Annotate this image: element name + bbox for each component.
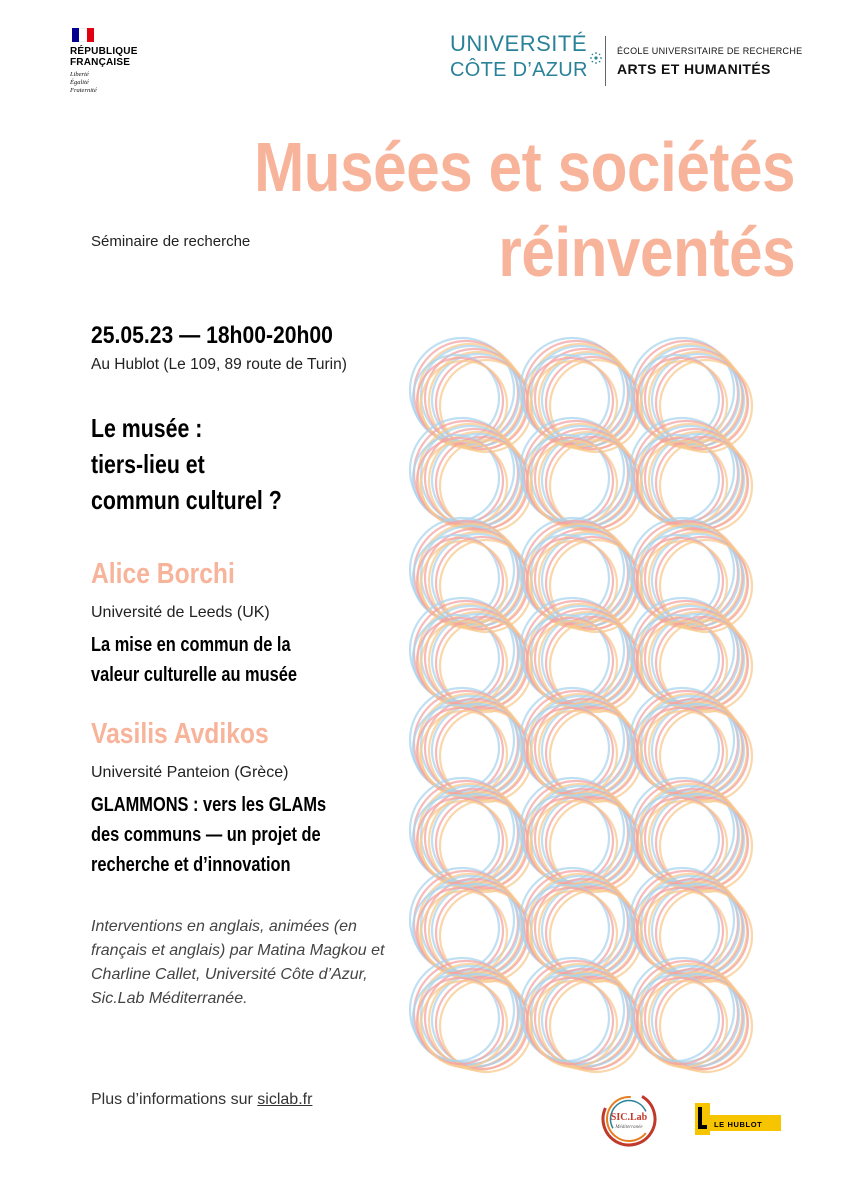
talk-line: La mise en commun de la	[91, 634, 291, 656]
pattern-ring	[531, 981, 617, 1067]
siclab-sub: Méditerranée	[615, 1125, 643, 1130]
republique-motto: Liberté Égalité Fraternité	[70, 71, 97, 94]
talk-line: recherche et d’innovation	[91, 854, 291, 876]
more-info-prefix: Plus d’informations sur	[91, 1091, 258, 1108]
pattern-ring	[641, 981, 727, 1067]
speaker-affiliation-borchi: Université de Leeds (UK)	[91, 604, 270, 621]
pattern-ring	[641, 441, 727, 527]
question-line: Le musée :	[91, 413, 203, 443]
speaker-name-avdikos: Vasilis Avdikos	[91, 718, 269, 750]
universite-line1: UNIVERSITÉ	[450, 31, 588, 56]
event-datetime: 25.05.23 — 18h00-20h00	[91, 322, 333, 349]
moderation-note: Interventions en anglais, animées (en français et anglais) par Matina Magkou et Charline Callet, Université Côte d’Azur, Sic.Lab Méditerranée.	[91, 918, 385, 1007]
pattern-ring	[421, 981, 507, 1067]
subtitle: Séminaire de recherche	[91, 233, 251, 250]
siclab-logo	[600, 1090, 658, 1148]
speaker-affiliation-avdikos: Université Panteion (Grèce)	[91, 764, 289, 781]
siclab-name: SIC.Lab	[610, 1112, 648, 1123]
question-line: commun culturel ?	[91, 485, 282, 515]
ring-pattern	[402, 320, 848, 1078]
school-line1: ÉCOLE UNIVERSITAIRE DE RECHERCHE	[617, 46, 803, 56]
event-place: Au Hublot (Le 109, 89 route de Turin)	[91, 356, 347, 373]
universite-line2: CÔTE D’AZUR	[450, 59, 588, 81]
pattern-ring	[531, 441, 617, 527]
talk-title-borchi	[91, 630, 452, 690]
republique-francaise-logo	[70, 28, 160, 95]
pattern-ring	[421, 441, 507, 527]
speaker-name-borchi: Alice Borchi	[91, 558, 235, 590]
seminar-question	[91, 410, 403, 518]
universite-star-icon	[589, 51, 603, 65]
title-line2: réinventés	[498, 213, 795, 291]
siclab-link[interactable]: siclab.fr	[257, 1091, 313, 1108]
header-divider	[605, 36, 606, 86]
talk-line: valeur culturelle au musée	[91, 664, 298, 686]
talk-line: GLAMMONS : vers les GLAMs	[91, 794, 327, 816]
more-info	[91, 1091, 312, 1109]
school-line2: ARTS ET HUMANITÉS	[617, 61, 771, 77]
talk-line: des communs — un projet de	[91, 824, 321, 846]
french-flag-icon	[72, 28, 94, 42]
question-line: tiers-lieu et	[91, 449, 205, 479]
republique-name: RÉPUBLIQUE FRANÇAISE	[70, 46, 138, 68]
hublot-logo	[695, 1103, 781, 1135]
title-line1: Musées et sociétés	[253, 128, 795, 206]
hublot-name: LE HUBLOT	[714, 1120, 763, 1129]
talk-title-avdikos	[91, 790, 452, 880]
